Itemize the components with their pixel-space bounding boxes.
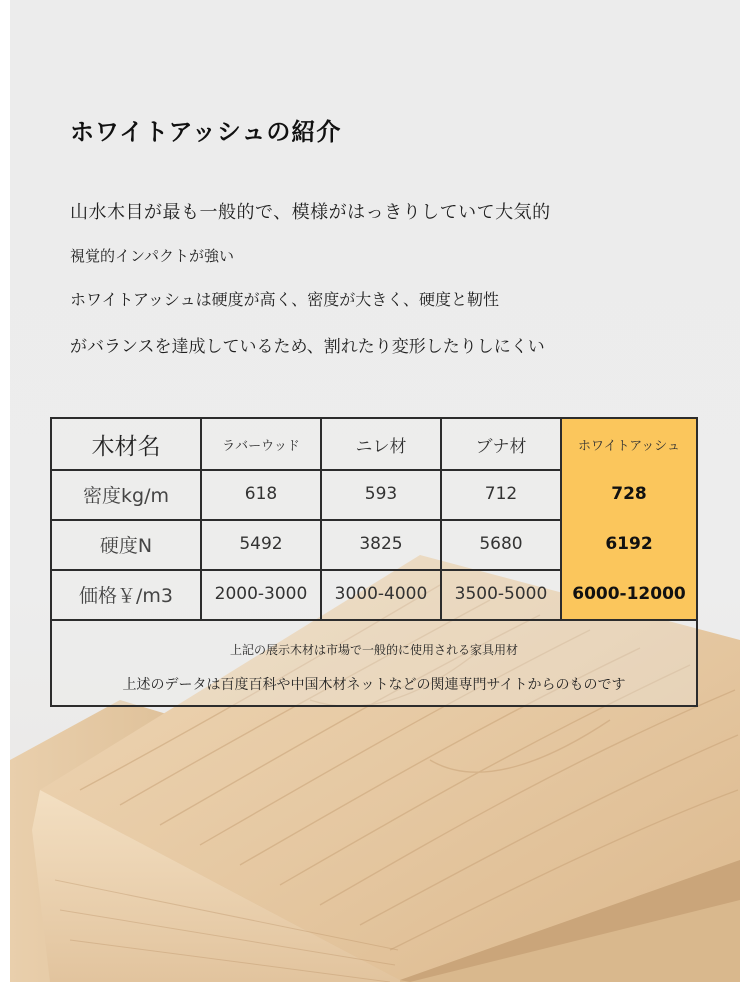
row-label-price: 価格￥/m3 — [52, 569, 202, 619]
row-label-hardness: 硬度N — [52, 519, 202, 569]
wood-comparison-table — [50, 417, 698, 707]
table-row — [52, 569, 696, 621]
table-cell-highlight: 728 — [562, 469, 696, 519]
content-panel — [10, 0, 740, 982]
description-line-4: がバランスを達成しているため、割れたり変形したりしにくい — [70, 337, 545, 357]
description-line-3: ホワイトアッシュは硬度が高く、密度が大きく、硬度と靭性 — [70, 290, 499, 309]
table-cell: 3000-4000 — [322, 569, 442, 619]
row-label-density: 密度kg/m — [52, 469, 202, 519]
table-cell: 712 — [442, 469, 562, 519]
table-header-row — [52, 419, 696, 471]
table-note-1: 上記の展示木材は市場で一般的に使用される家具用材 — [229, 643, 518, 657]
table-notes — [52, 619, 696, 705]
description-line-1: 山水木目が最も一般的で、模様がはっきりしていて大気的 — [70, 202, 551, 223]
header-white-ash: ホワイトアッシュ — [562, 419, 696, 469]
table-cell: 3500-5000 — [442, 569, 562, 619]
table-note-2: 上述のデータは百度百科や中国木材ネットなどの関連専門サイトからのものです — [122, 677, 626, 693]
table-cell: 618 — [202, 469, 322, 519]
header-elm: ニレ材 — [322, 419, 442, 469]
table-cell: 593 — [322, 469, 442, 519]
description-line-2: 視覚的インパクトが強い — [70, 247, 234, 265]
header-wood-name: 木材名 — [52, 419, 202, 469]
header-beech: ブナ材 — [442, 419, 562, 469]
table-cell-highlight: 6192 — [562, 519, 696, 569]
table-row — [52, 519, 696, 571]
table-cell: 5492 — [202, 519, 322, 569]
table-cell-highlight: 6000-12000 — [562, 569, 696, 619]
header-rubberwood: ラバーウッド — [202, 419, 322, 469]
table-cell: 3825 — [322, 519, 442, 569]
table-row — [52, 469, 696, 521]
table-cell: 5680 — [442, 519, 562, 569]
table-cell: 2000-3000 — [202, 569, 322, 619]
page-title: ホワイトアッシュの紹介 — [70, 118, 342, 146]
